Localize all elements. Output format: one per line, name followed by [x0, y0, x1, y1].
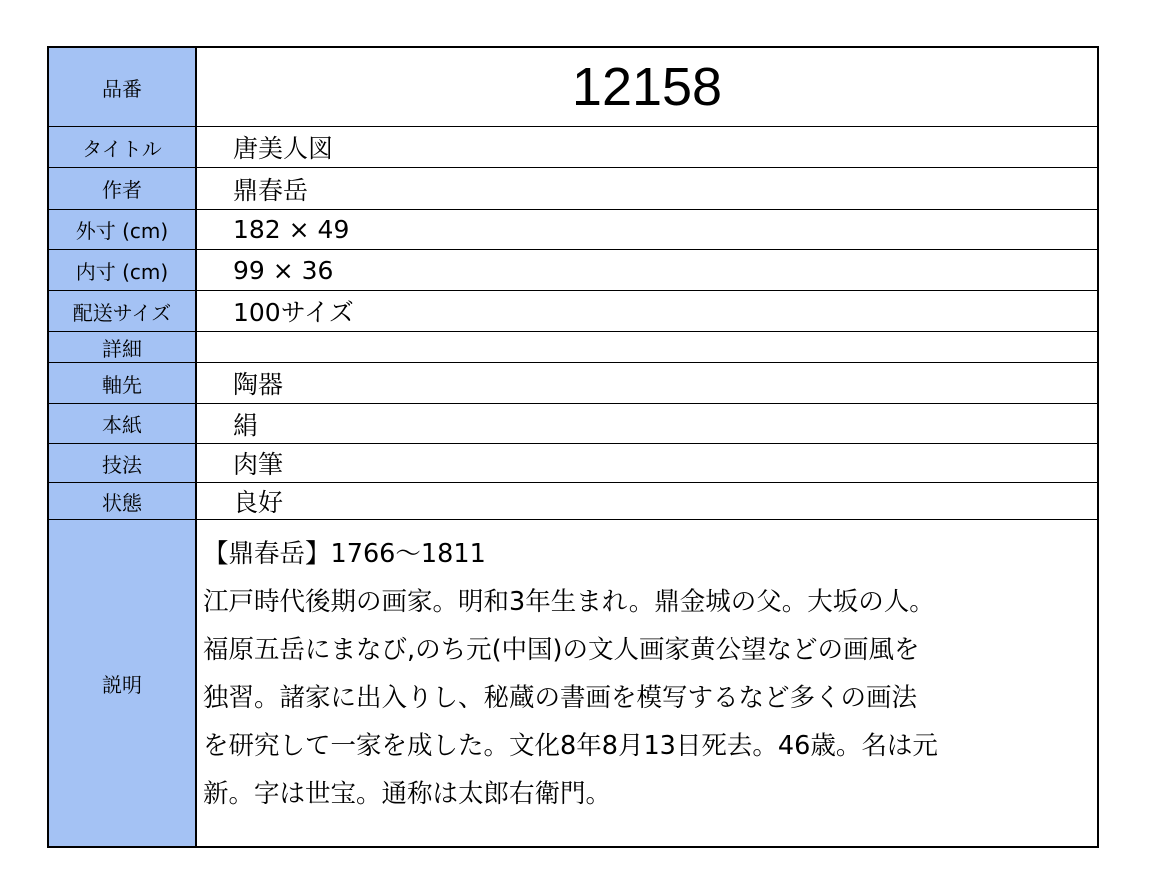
value-details: [197, 332, 1097, 363]
description-line: 独習。諸家に出入りし、秘蔵の書画を模写するなど多くの画法: [203, 683, 918, 713]
label-artist: 作者: [49, 168, 197, 210]
value-inner-size: 99 × 36: [197, 250, 1097, 291]
description-line: 新。字は世宝。通称は太郎右衛門。: [203, 779, 612, 809]
label-description: 説明: [49, 520, 197, 846]
label-outer-size: 外寸 (cm): [49, 210, 197, 250]
value-artist: 鼎春岳: [197, 168, 1097, 210]
value-shipping-size: 100サイズ: [197, 291, 1097, 332]
value-item-number: 12158: [197, 48, 1097, 127]
value-outer-size: 182 × 49: [197, 210, 1097, 250]
label-base-material: 本紙: [49, 404, 197, 444]
label-inner-size: 内寸 (cm): [49, 250, 197, 291]
value-title: 唐美人図: [197, 127, 1097, 168]
label-shipping-size: 配送サイズ: [49, 291, 197, 332]
value-roller-ends: 陶器: [197, 363, 1097, 404]
label-title: タイトル: [49, 127, 197, 168]
item-info-table: [47, 46, 1099, 848]
description-line: を研究して一家を成した。文化8年8月13日死去。46歳。名は元: [203, 731, 938, 761]
value-base-material: 絹: [197, 404, 1097, 444]
value-condition: 良好: [197, 483, 1097, 520]
label-condition: 状態: [49, 483, 197, 520]
label-details: 詳細: [49, 332, 197, 363]
label-technique: 技法: [49, 444, 197, 483]
value-description: [197, 520, 1097, 846]
label-roller-ends: 軸先: [49, 363, 197, 404]
description-line: 【鼎春岳】1766～1811: [203, 539, 486, 569]
description-line: 福原五岳にまなび,のち元(中国)の文人画家黄公望などの画風を: [203, 635, 920, 665]
description-line: 江戸時代後期の画家。明和3年生まれ。鼎金城の父。大坂の人。: [203, 587, 935, 617]
value-technique: 肉筆: [197, 444, 1097, 483]
label-item-number: 品番: [49, 48, 197, 127]
